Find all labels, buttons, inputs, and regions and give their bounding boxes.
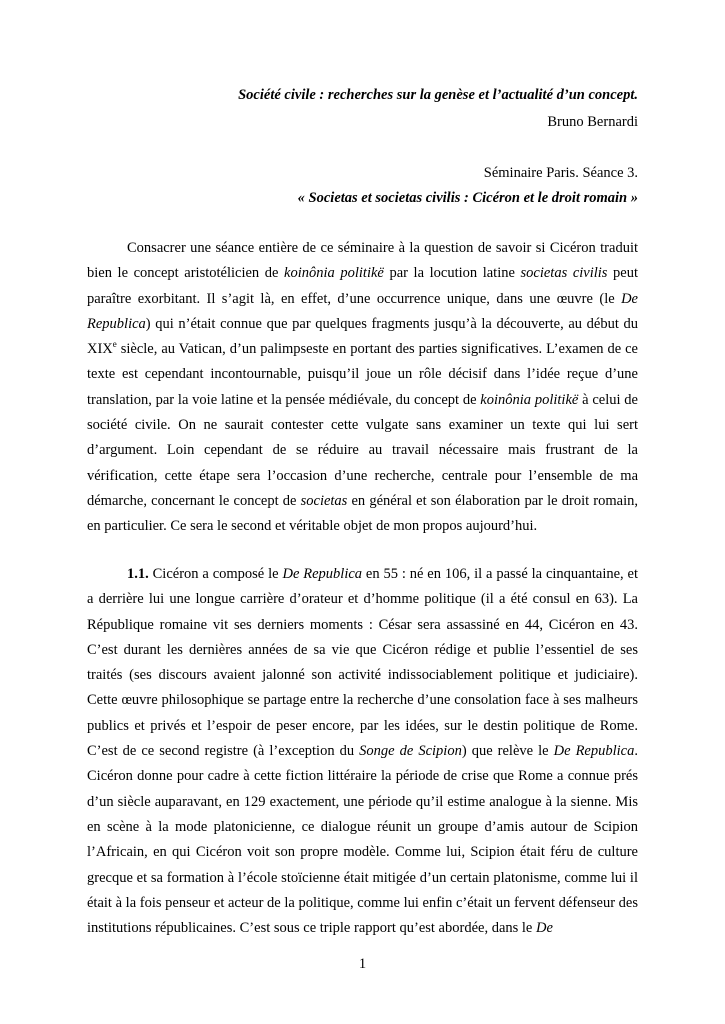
- italic-term: De: [535, 920, 553, 937]
- italic-term: De Republica: [553, 743, 635, 760]
- text-run: à celui de société civile. On ne saurait contester cette vulgate sans examiner un texte qui lui sert d’argument. Loin cependant de se réduire au travail nécessaire mais frustrant de la vérification, cette étape sera l’occasion d’une recherche, centrale pour l’ensemble de ma démarche, concernant le concept de: [87, 391, 638, 509]
- italic-term: De Republica: [282, 566, 363, 582]
- text-run: ) qui n’était connue que par quelques fragments jusqu’à la découverte, au début du XIX: [87, 315, 638, 358]
- italic-term: Songe de Scipion: [359, 743, 462, 760]
- page-number: 1: [358, 956, 367, 972]
- italic-term: koinônia politikë: [480, 391, 579, 408]
- italic-term: koinônia politikë: [284, 265, 384, 282]
- italic-term: societas civilis: [520, 265, 608, 282]
- text-run: par la locution latine: [383, 265, 521, 282]
- paragraph-1-1: [87, 562, 638, 941]
- text-run: Cicéron a composé le: [148, 566, 283, 582]
- section-number: 1.1.: [127, 566, 149, 582]
- session-subtitle: « Societas et societas civilis : Cicéron et le droit romain »: [297, 190, 638, 206]
- text-run: ) que relève le: [461, 743, 554, 760]
- superscript: e: [112, 339, 117, 350]
- text-run: en 55 : né en 106, il a passé la cinquantaine, et a derrière lui une longue carrière d’orateur et d’homme politique (il a été consul en 63). La République romaine vit ses derniers moments : César sera assassiné en 44, Cicéron en 43. C’est durant les dernières années de sa vie que Cicéron rédige et publie l’essentiel de ses traités (ses discours avaient jalonné son activité indissociablement politique et judiciaire). Cette œuvre philosophique se partage entre la recherche d’une consolation face à ses malheurs publics et privés et l’espoir de peser encore, par les idées, sur le destin politique de Rome. C’est de ce second registre (à l’exception du: [87, 566, 639, 760]
- italic-term: societas: [300, 492, 348, 509]
- text-run: Consacrer une séance entière de ce séminaire à la question de savoir si Cicéron traduit bien le concept aristotélicien de: [87, 240, 638, 282]
- text-run: en général et son élaboration par le droit romain, en particulier. Ce sera le second et véritable objet de mon propos aujourd’hui.: [87, 492, 638, 535]
- author-name: Bruno Bernardi: [547, 114, 638, 130]
- text-run: peut paraître exorbitant. Il s’agit là, en effet, d’une occurrence unique, dans une œuvre (le: [87, 265, 639, 307]
- text-run: siècle, au Vatican, d’un palimpseste en portant des parties significatives. L’examen de ce texte est cependant incontournable, puisqu’il joue un rôle décisif dans l’idée reçue d’une translation, par la voie latine et la pensée médiévale, du concept de: [87, 341, 638, 408]
- text-run: . Cicéron donne pour cadre à cette fiction littéraire la période de crise que Rome a connue prés d’un siècle auparavant, en 129 exactement, une période qu’il estime analogue à la sienne. Mis en scène à la mode platonicienne, ce dialogue réunit un groupe d’amis autour de Scipion l’Africain, en qui Cicéron voit son propre modèle. Comme lui, Scipion était féru de culture grecque et sa formation à l’école stoïcienne était mitigée d’un certain platonisme, comme lui il était à la fois penseur et acteur de la politique, comme lui enfin c’était un fervent défenseur des institutions républicaines. C’est sous ce triple rapport qu’est abordée, dans le: [87, 743, 638, 937]
- session-label: Séminaire Paris. Séance 3.: [483, 165, 638, 181]
- document-title: Société civile : recherches sur la genèse et l’actualité d’un concept.: [238, 87, 638, 103]
- paragraph-intro: [87, 236, 638, 540]
- italic-term: De Republica: [87, 290, 638, 332]
